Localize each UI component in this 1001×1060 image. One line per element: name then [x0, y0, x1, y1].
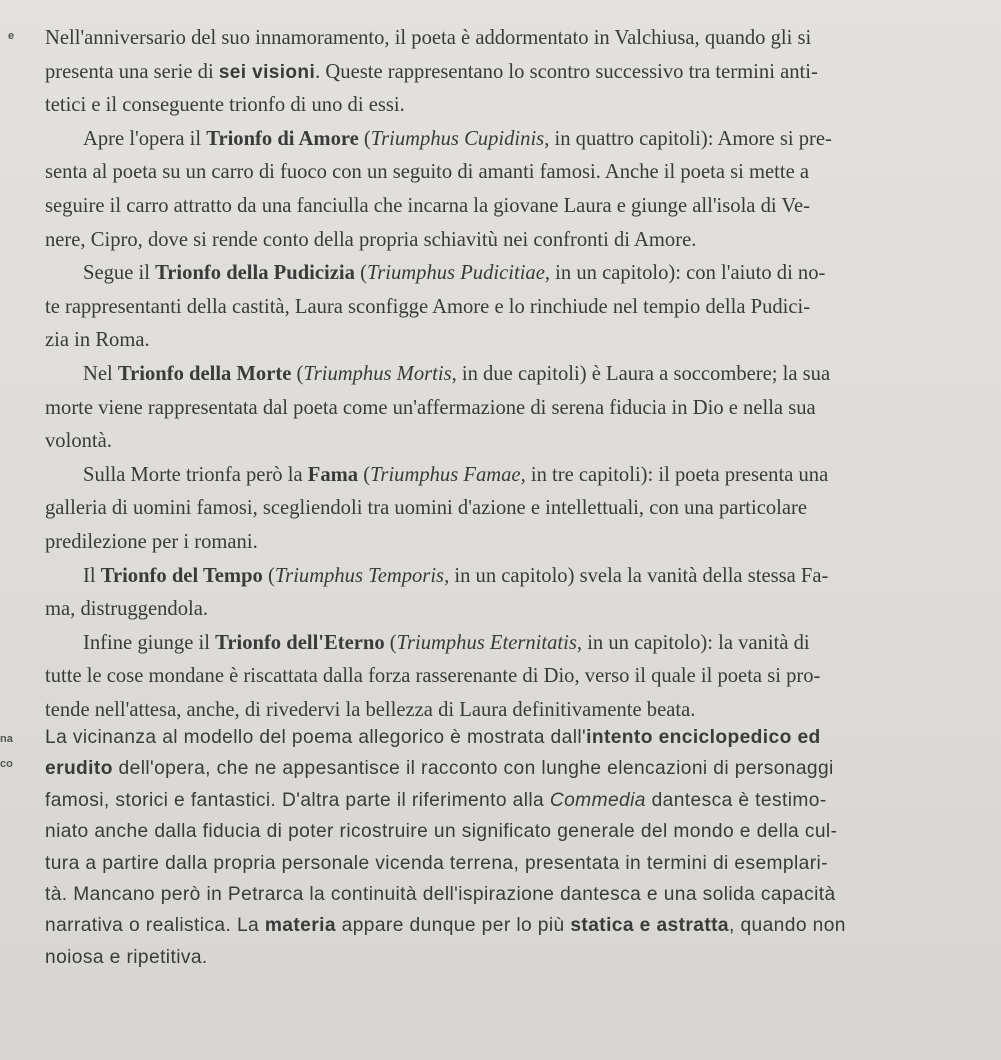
text-line: noiosa e ripetitiva.	[45, 946, 208, 968]
text-line: tende nell'attesa, anche, di rivedervi la bellezza di Laura definitivamente beata.	[45, 698, 696, 721]
analysis-section	[45, 722, 979, 973]
text-line: Sulla Morte trionfa però la Fama (Triumphus Famae, in tre capitoli): il poeta presenta una	[83, 463, 829, 486]
text-line: narrativa o realistica. La materia appare dunque per lo più statica e astratta, quando non	[45, 915, 846, 937]
bold-term: Trionfo della Morte	[117, 362, 292, 385]
paragraph-trionfo-pudicizia	[45, 257, 979, 358]
text-line: zia in Roma.	[45, 329, 150, 352]
text-line: ma, distruggendola.	[45, 598, 209, 621]
text-line: predilezione per i romani.	[45, 530, 258, 553]
text-line: galleria di uomini famosi, scegliendoli tra uomini d'azione e intellettuali, con una particolare	[45, 497, 807, 520]
text-line: Apre l'opera il Trionfo di Amore (Triumphus Cupidinis, in quattro capitoli): Amore si pre-	[83, 127, 832, 150]
text-line: Infine giunge il Trionfo dell'Eterno (Triumphus Eternitatis, in un capitolo): la vanità di	[83, 631, 810, 654]
italic-term: Triumphus Pudicitiae	[366, 262, 545, 285]
italic-term: Triumphus Mortis	[303, 362, 452, 385]
text-line: La vicinanza al modello del poema allegorico è mostrata dall'intento enciclopedico ed	[45, 727, 821, 748]
bold-term: intento enciclopedico ed	[586, 727, 821, 748]
paragraph-trionfo-tempo	[45, 560, 979, 627]
italic-term: Triumphus Temporis	[274, 564, 445, 587]
text-line: niato anche dalla fiducia di poter ricostruire un significato generale del mondo e della cul-	[45, 821, 838, 843]
italic-term: Commedia	[549, 789, 646, 811]
paragraph-trionfo-eterno	[45, 627, 979, 728]
text-line: tetici e il conseguente trionfo di uno di essi.	[45, 94, 405, 117]
bold-term: Trionfo dell'Eterno	[215, 631, 385, 654]
text-line: Segue il Trionfo della Pudicizia (Triumphus Pudicitiae, in un capitolo): con l'aiuto di no-	[83, 262, 826, 285]
summary-section	[45, 22, 979, 727]
italic-term: Triumphus Eternitatis	[396, 631, 577, 654]
bold-term: Trionfo di Amore	[206, 127, 359, 150]
paragraph-trionfo-fama	[45, 459, 979, 560]
bold-term: erudito	[45, 758, 113, 780]
text-line: morte viene rappresentata dal poeta come un'affermazione di serena fiducia in Dio e nella sua	[45, 396, 816, 419]
text-line: volontà.	[45, 430, 112, 453]
text-line: tura a partire dalla propria personale vicenda terrena, presentata in termini di esemplari-	[45, 852, 828, 874]
text-line: Il Trionfo del Tempo (Triumphus Temporis, in un capitolo) svela la vanità della stessa Fa-	[83, 564, 829, 587]
bold-term: Trionfo della Pudicizia	[155, 262, 355, 285]
bold-term: sei visioni	[218, 61, 316, 83]
text-line: te rappresentanti della castità, Laura sconfigge Amore e lo rinchiude nel tempio della Pudici-	[45, 295, 811, 318]
margin-note-co: co	[0, 758, 13, 770]
italic-term: Triumphus Cupidinis	[370, 127, 545, 150]
text-line: seguire il carro attratto da una fanciulla che incarna la giovane Laura e giunge all'isola di Ve-	[45, 194, 810, 217]
bold-term: Fama	[307, 463, 359, 486]
text-line: erudito dell'opera, che ne appesantisce il racconto con lunghe elencazioni di personaggi	[45, 758, 834, 780]
text-line: tà. Mancano però in Petrarca la continuità dell'ispirazione dantesca e una solida capacità	[45, 883, 836, 905]
text-line: nere, Cipro, dove si rende conto della propria schiavitù nei confronti di Amore.	[45, 228, 697, 251]
text-line: tutte le cose mondane è riscattata dalla forza rasserenante di Dio, verso il quale il poeta si pro-	[45, 665, 821, 688]
margin-note-e: e	[8, 30, 15, 42]
paragraph-trionfo-morte	[45, 358, 979, 459]
paragraph-intro	[45, 22, 979, 123]
text-line: presenta una serie di sei visioni. Queste rappresentano lo scontro successivo tra termini anti-	[45, 60, 818, 83]
bold-term: statica e astratta	[570, 915, 729, 937]
margin-note-na: na	[0, 733, 13, 745]
text-line: famosi, storici e fantastici. D'altra parte il riferimento alla Commedia dantesca è testimo-	[45, 789, 827, 811]
text-line: Nel Trionfo della Morte (Triumphus Mortis, in due capitoli) è Laura a soccombere; la sua	[83, 362, 831, 385]
italic-term: Triumphus Famae	[370, 463, 521, 486]
text-line: Nell'anniversario del suo innamoramento, il poeta è addormentato in Valchiusa, quando gli si	[45, 27, 812, 49]
paragraph-trionfo-amore	[45, 123, 979, 257]
text-line: senta al poeta su un carro di fuoco con un seguito di amanti famosi. Anche il poeta si mette a	[45, 161, 810, 184]
bold-term: Trionfo del Tempo	[100, 564, 263, 587]
bold-term: materia	[264, 915, 336, 937]
